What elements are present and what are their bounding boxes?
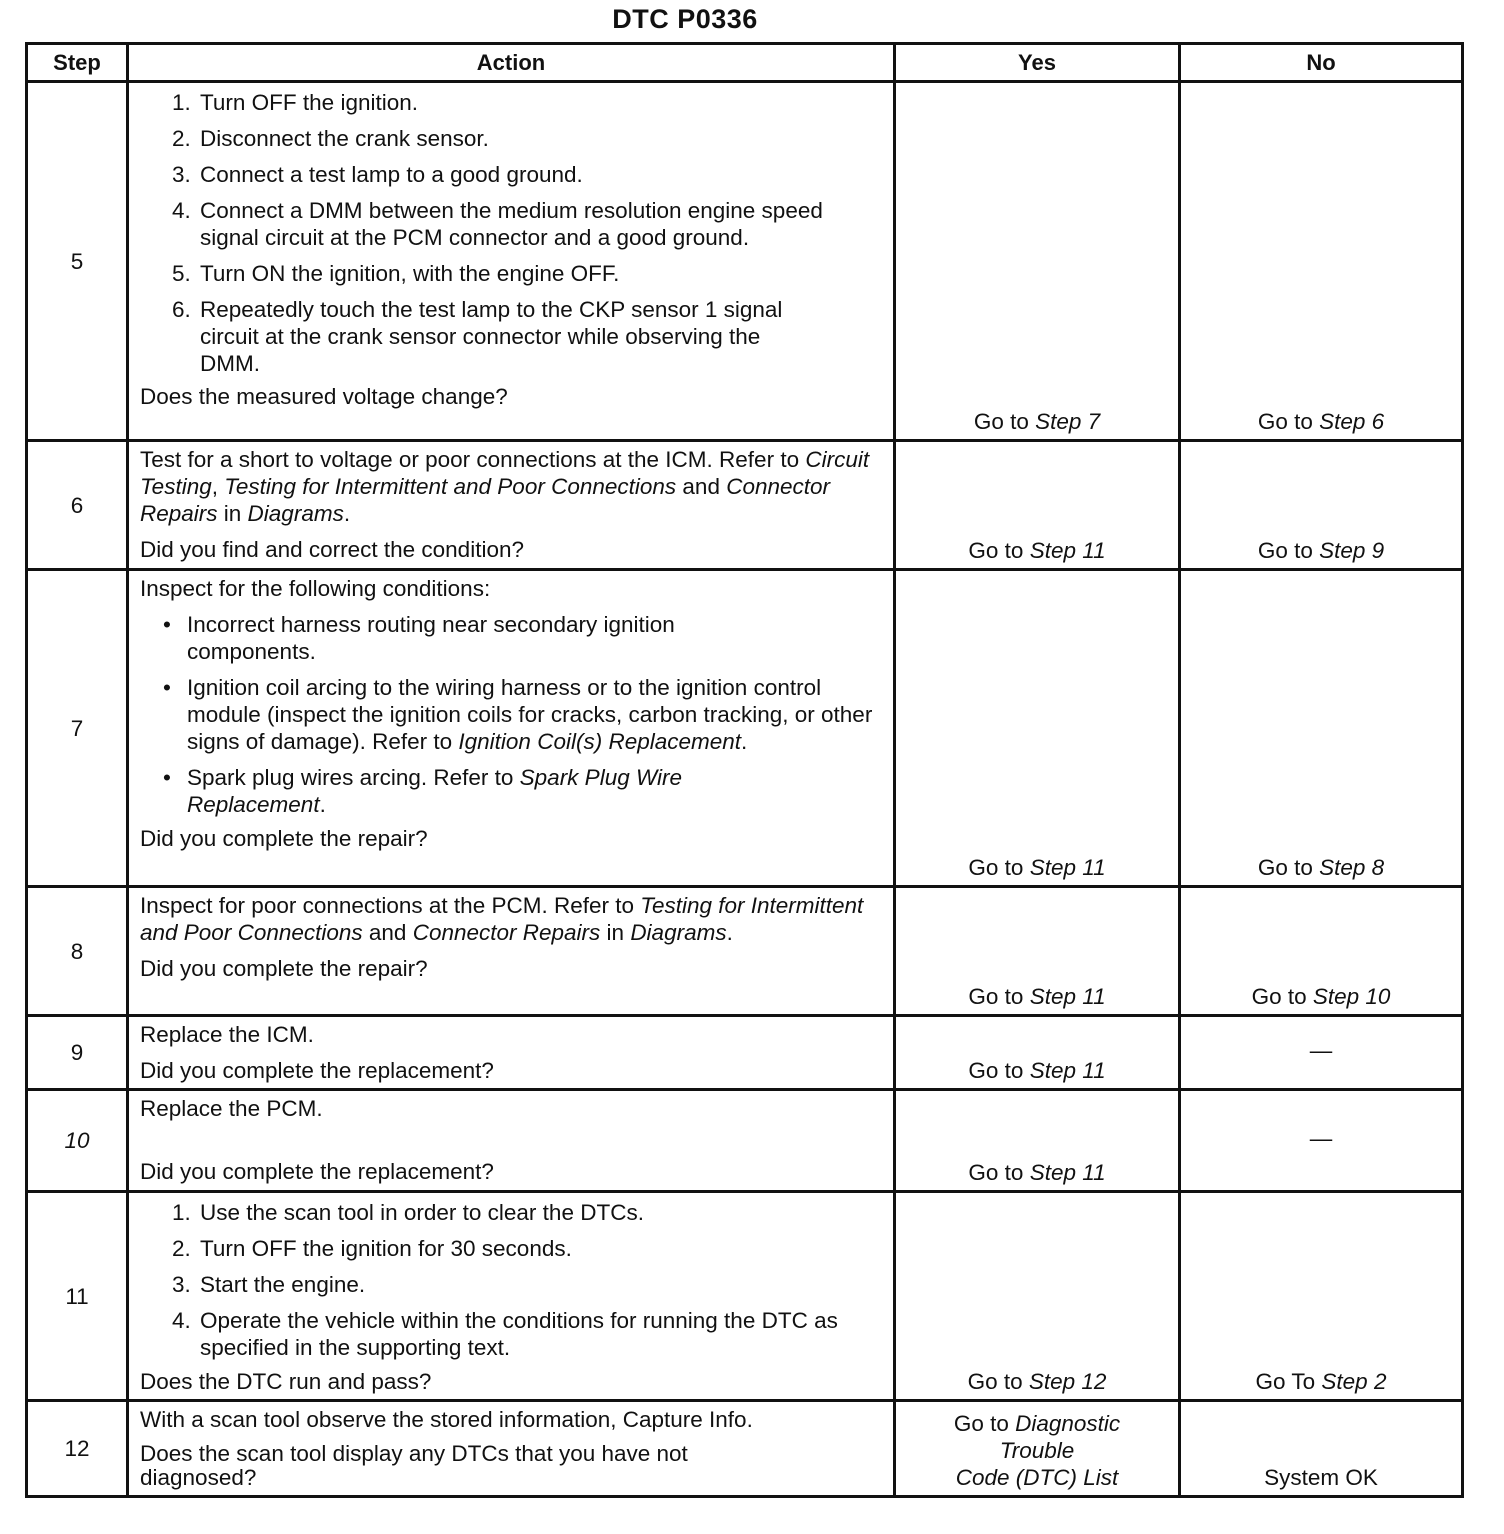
instruction-text [140,892,883,946]
text-run: Ignition coil arcing to the wiring harness or to the ignition control module (inspect the ignition coils for cracks, carbon tracking, or other signs of damage). Refer to [187,675,873,754]
step-link: Step 11 [1029,855,1106,880]
no-cell: — [1180,1016,1463,1090]
action-cell [128,570,895,887]
reference-link: Testing for Intermittent and Poor Connections [140,893,864,945]
table-row-step-5 [27,82,1463,441]
list-item: 3. Connect a test lamp to a good ground. [197,161,883,188]
text-run: in [600,920,631,945]
yes-prefix: Go to [968,538,1030,563]
yes-cell [895,82,1180,441]
instruction-text: Inspect for the following conditions: [140,576,491,601]
text-run: , [211,474,225,499]
step-link: Step 11 [1029,984,1106,1009]
action-cell [128,1016,895,1090]
step-number: 12 [27,1401,128,1497]
list-item: 5. Turn ON the ignition, with the engine OFF. [197,260,883,287]
list-item: 4. Connect a DMM between the medium resolution engine speed signal circuit at the PCM connector and a good ground. [197,197,883,251]
question-text: Does the measured voltage change? [140,384,508,409]
reference-link: Circuit Testing [140,447,870,499]
yes-cell [895,570,1180,887]
list-item: • Incorrect harness routing near secondary ignition components. [187,611,883,665]
header-yes: Yes [895,44,1180,82]
diagnostic-table [25,42,1464,1498]
yes-prefix: Go to [968,984,1030,1009]
text-run: . [319,792,326,817]
list-item: 6. Repeatedly touch the test lamp to the CKP sensor 1 signal circuit at the crank sensor connector while observing the DMM. [197,296,883,377]
no-cell [1180,570,1463,887]
no-prefix: Go to [1257,855,1320,880]
yes-prefix: Go to [968,855,1030,880]
step-link: Step 11 [1029,1058,1106,1083]
step-number: 10 [27,1090,128,1192]
step-link: Step 10 [1312,984,1391,1009]
step-number: 9 [27,1016,128,1090]
numbered-list [140,89,883,377]
step-link: Step 8 [1319,855,1385,880]
yes-cell [895,1192,1180,1401]
yes-line-1 [896,1410,1178,1437]
list-item: 4. Operate the vehicle within the conditions for running the DTC as specified in the supporting text. [197,1307,883,1361]
step-link: Step 6 [1319,409,1385,434]
text-run: and [362,920,413,945]
table-row-step-9 [27,1016,1463,1090]
instruction-text: With a scan tool observe the stored information, Capture Info. [140,1407,753,1432]
list-item: 3. Start the engine. [197,1271,883,1298]
reference-link: Diagrams [630,920,727,945]
question-text: Does the DTC run and pass? [140,1369,432,1394]
step-link: Step 2 [1321,1369,1387,1394]
yes-cell [895,1090,1180,1192]
no-prefix: Go to [1257,538,1320,563]
reference-link: Testing for Intermittent and Poor Connections [224,474,677,499]
table-row-step-6 [27,441,1463,570]
text-run: . [343,501,351,526]
step-number: 5 [27,82,128,441]
text-run: Spark plug wires arcing. Refer to [187,765,520,790]
yes-cell [895,441,1180,570]
table-row-step-12 [27,1401,1463,1497]
yes-prefix: Go to [967,1369,1029,1394]
no-cell [1180,82,1463,441]
reference-link: Diagrams [247,501,344,526]
header-step: Step [27,44,128,82]
yes-line-3 [896,1464,1178,1491]
header-no: No [1180,44,1463,82]
reference-link: Spark Plug Wire Replacement [187,765,683,817]
action-cell [128,1192,895,1401]
yes-cell [895,887,1180,1016]
no-cell: System OK [1180,1401,1463,1497]
question-text: Did you complete the replacement? [140,1058,494,1083]
step-link: Step 9 [1319,538,1385,563]
action-cell [128,1090,895,1192]
no-cell [1180,887,1463,1016]
instruction-text: Replace the PCM. [140,1096,323,1121]
step-number: 8 [27,887,128,1016]
step-number: 11 [27,1192,128,1401]
question-text: Did you complete the replacement? [140,1159,494,1184]
question-text: Did you complete the repair? [140,826,428,851]
step-link: Step 7 [1035,409,1101,434]
no-prefix: Go to [1251,984,1313,1009]
yes-line-2 [896,1437,1178,1464]
no-cell: — [1180,1090,1463,1192]
table-header-row [27,44,1463,82]
list-item [187,764,883,818]
no-prefix: Go to [1257,409,1320,434]
table-row-step-11 [27,1192,1463,1401]
step-link: Step 11 [1029,1160,1106,1185]
yes-prefix: Go to [973,409,1036,434]
table-row-step-10 [27,1090,1463,1192]
no-cell [1180,1192,1463,1401]
question-text: Does the scan tool display any DTCs that you have not diagnosed? [140,1441,688,1490]
list-item: 1. Turn OFF the ignition. [197,89,883,116]
text-run: . [726,920,733,945]
yes-cell [895,1016,1180,1090]
yes-prefix: Go to [968,1058,1030,1083]
text-run: in [217,501,248,526]
dtc-list-link: Diagnostic [1015,1411,1121,1436]
list-item [187,674,883,755]
dtc-list-link: Code (DTC) List [955,1465,1119,1490]
text-run: and [676,474,727,499]
text-run: Inspect for poor connections at the PCM. Refer to [140,893,641,918]
no-prefix: Go To [1255,1369,1322,1394]
action-cell [128,441,895,570]
list-item: 2. Disconnect the crank sensor. [197,125,883,152]
no-cell [1180,441,1463,570]
list-item: 2. Turn OFF the ignition for 30 seconds. [197,1235,883,1262]
step-number: 7 [27,570,128,887]
step-number: 6 [27,441,128,570]
step-link: Step 11 [1029,538,1106,563]
reference-link: Connector Repairs [412,920,601,945]
bullet-list [140,611,883,818]
text-run: . [741,729,748,754]
table-row-step-8 [27,887,1463,1016]
instruction-text [140,446,883,527]
question-text: Did you complete the repair? [140,956,428,981]
yes-prefix: Go to [953,1411,1016,1436]
header-action: Action [128,44,895,82]
action-cell [128,82,895,441]
instruction-text: Replace the ICM. [140,1022,314,1047]
yes-prefix: Go to [968,1160,1030,1185]
table-row-step-7 [27,570,1463,887]
reference-link: Connector Repairs [140,474,831,526]
text-run: Test for a short to voltage or poor connections at the ICM. Refer to [140,447,806,472]
list-item: 1. Use the scan tool in order to clear the DTCs. [197,1199,883,1226]
action-cell [128,1401,895,1497]
step-link: Step 12 [1028,1369,1107,1394]
page-title: DTC P0336 [612,4,758,34]
dtc-list-link: Trouble [999,1438,1075,1463]
numbered-list [140,1199,883,1361]
yes-cell [895,1401,1180,1497]
question-text: Did you find and correct the condition? [140,537,524,562]
action-cell [128,887,895,1016]
reference-link: Ignition Coil(s) Replacement [458,729,742,754]
